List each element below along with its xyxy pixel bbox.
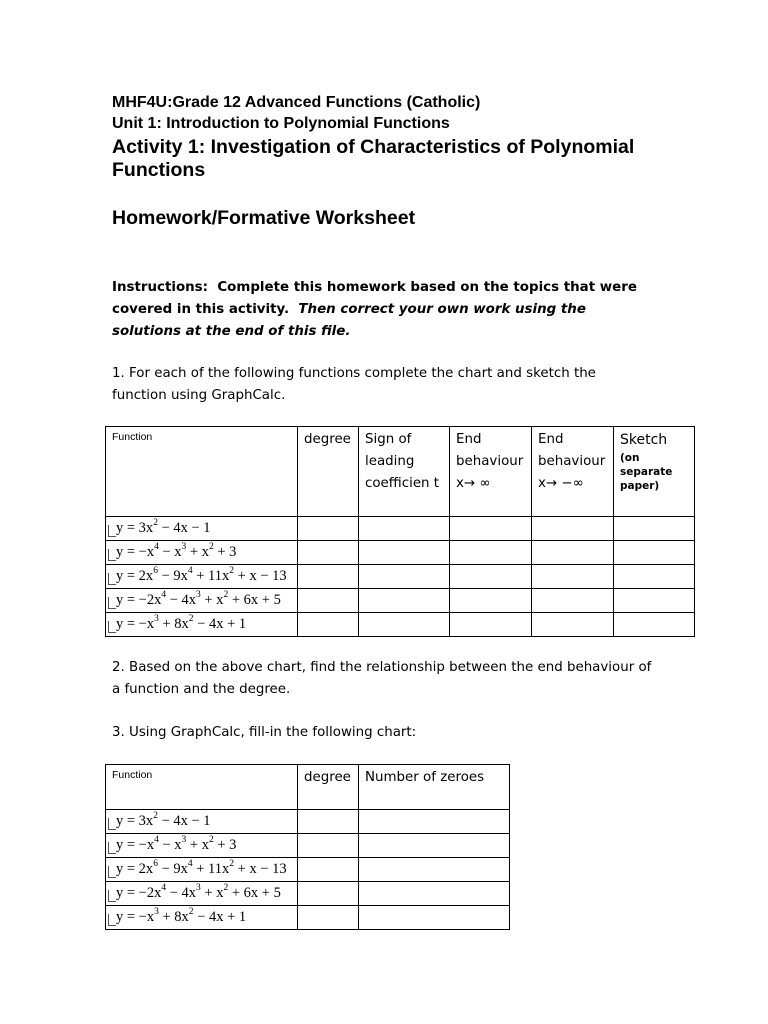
function-equation: $y = -2x^4 - 4x^3 + x^2 + 6x + 5$ (116, 883, 281, 901)
end-behaviour-negative-cell[interactable] (532, 613, 614, 637)
table-row (106, 565, 695, 589)
function-equation: $y = -x^3 + 8x^2 - 4x + 1$ (116, 614, 247, 632)
instructions-emphasis: Then correct your own work using the solutions at the end of this file. (112, 302, 586, 339)
limit-positive-infinity: x→ ∞ (456, 476, 491, 491)
header-degree: degree (298, 427, 359, 517)
function-equation: $y = -2x^4 - 4x^3 + x^2 + 6x + 5$ (116, 590, 281, 608)
zeroes-cell[interactable] (359, 882, 510, 906)
function-cell (106, 834, 298, 858)
sketch-cell[interactable] (614, 613, 695, 637)
degree-cell[interactable] (298, 810, 359, 834)
degree-cell[interactable] (298, 517, 359, 541)
field-marker (108, 621, 109, 633)
question-1: 1. For each of the following functions complete the chart and sketch the function using GraphCalc. (112, 366, 596, 403)
header-end-behaviour-negative (532, 427, 614, 517)
function-cell (106, 517, 298, 541)
field-marker (108, 890, 109, 902)
function-equation: $y = 3x^2 - 4x - 1$ (116, 518, 211, 536)
activity-title: Activity 1: Investigation of Characteristics of Polynomial Functions (112, 136, 635, 181)
end-behaviour-negative-cell[interactable] (532, 589, 614, 613)
question-2: 2. Based on the above chart, find the relationship between the end behaviour of a function and the degree. (112, 660, 652, 697)
table-row (106, 834, 510, 858)
sketch-cell[interactable] (614, 565, 695, 589)
header-function: Function (106, 765, 298, 810)
function-cell (106, 589, 298, 613)
sketch-note: (on separate paper) (620, 452, 673, 492)
function-cell (106, 541, 298, 565)
function-equation: $y = -x^4 - x^3 + x^2 + 3$ (116, 542, 237, 560)
degree-cell[interactable] (298, 613, 359, 637)
end-behaviour-negative-cell[interactable] (532, 541, 614, 565)
end-behaviour-positive-cell[interactable] (450, 589, 532, 613)
sign-cell[interactable] (359, 541, 450, 565)
field-marker (108, 866, 109, 878)
limit-negative-infinity: x→ −∞ (538, 476, 584, 491)
table-row (106, 517, 695, 541)
end-behaviour-label: End behaviour (456, 432, 524, 469)
sketch-cell[interactable] (614, 589, 695, 613)
header-sign-leading-coefficient: Sign of leading coefficien t (359, 427, 450, 517)
table-row (106, 589, 695, 613)
table-row (106, 541, 695, 565)
zeroes-cell[interactable] (359, 834, 510, 858)
table-row (106, 810, 510, 834)
unit-title: Unit 1: Introduction to Polynomial Functions (112, 115, 450, 132)
course-title: MHF4U:Grade 12 Advanced Functions (Catholic) (112, 94, 481, 111)
field-marker (108, 549, 109, 561)
header-function: Function (106, 427, 298, 517)
header-number-of-zeroes: Number of zeroes (359, 765, 510, 810)
sign-cell[interactable] (359, 565, 450, 589)
field-marker (108, 818, 109, 830)
degree-cell[interactable] (298, 541, 359, 565)
question-3: 3. Using GraphCalc, fill-in the following chart: (112, 725, 417, 740)
function-equation: $y = 3x^2 - 4x - 1$ (116, 811, 211, 829)
end-behaviour-positive-cell[interactable] (450, 517, 532, 541)
function-cell (106, 858, 298, 882)
table-row (106, 613, 695, 637)
zeroes-cell[interactable] (359, 810, 510, 834)
function-equation: $y = -x^3 + 8x^2 - 4x + 1$ (116, 907, 247, 925)
zeroes-cell[interactable] (359, 906, 510, 930)
degree-cell[interactable] (298, 589, 359, 613)
degree-cell[interactable] (298, 834, 359, 858)
table-row (106, 858, 510, 882)
degree-cell[interactable] (298, 858, 359, 882)
degree-cell[interactable] (298, 906, 359, 930)
end-behaviour-negative-cell[interactable] (532, 565, 614, 589)
function-cell (106, 906, 298, 930)
table-header-row (106, 427, 695, 517)
header-end-behaviour-positive (450, 427, 532, 517)
sketch-cell[interactable] (614, 541, 695, 565)
field-marker (108, 597, 109, 609)
function-equation: $y = -x^4 - x^3 + x^2 + 3$ (116, 835, 237, 853)
sketch-cell[interactable] (614, 517, 695, 541)
table-header-row (106, 765, 510, 810)
field-marker (108, 914, 109, 926)
field-marker (108, 573, 109, 585)
sign-cell[interactable] (359, 517, 450, 541)
sign-cell[interactable] (359, 613, 450, 637)
header-degree: degree (298, 765, 359, 810)
function-equation: $y = 2x^6 - 9x^4 + 11x^2 + x - 13$ (116, 859, 287, 877)
worksheet-title: Homework/Formative Worksheet (112, 207, 416, 229)
table-row (106, 882, 510, 906)
function-cell (106, 810, 298, 834)
instructions-text: Complete this homework based on the topics that were covered in this activity. (112, 280, 637, 317)
field-marker (108, 842, 109, 854)
function-cell (106, 882, 298, 906)
function-cell (106, 613, 298, 637)
sketch-label: Sketch (620, 432, 668, 448)
end-behaviour-positive-cell[interactable] (450, 541, 532, 565)
field-marker (108, 525, 109, 537)
degree-cell[interactable] (298, 882, 359, 906)
zeroes-chart (105, 764, 510, 930)
end-behaviour-label: End behaviour (538, 432, 606, 469)
instructions-label: Instructions: (112, 280, 209, 295)
table-row (106, 906, 510, 930)
degree-cell[interactable] (298, 565, 359, 589)
header-sketch (614, 427, 695, 517)
function-cell (106, 565, 298, 589)
end-behaviour-positive-cell[interactable] (450, 613, 532, 637)
characteristics-chart (105, 426, 695, 637)
sign-cell[interactable] (359, 589, 450, 613)
instructions-paragraph (112, 277, 652, 343)
end-behaviour-negative-cell[interactable] (532, 517, 614, 541)
zeroes-cell[interactable] (359, 858, 510, 882)
function-equation: $y = 2x^6 - 9x^4 + 11x^2 + x - 13$ (116, 566, 287, 584)
end-behaviour-positive-cell[interactable] (450, 565, 532, 589)
